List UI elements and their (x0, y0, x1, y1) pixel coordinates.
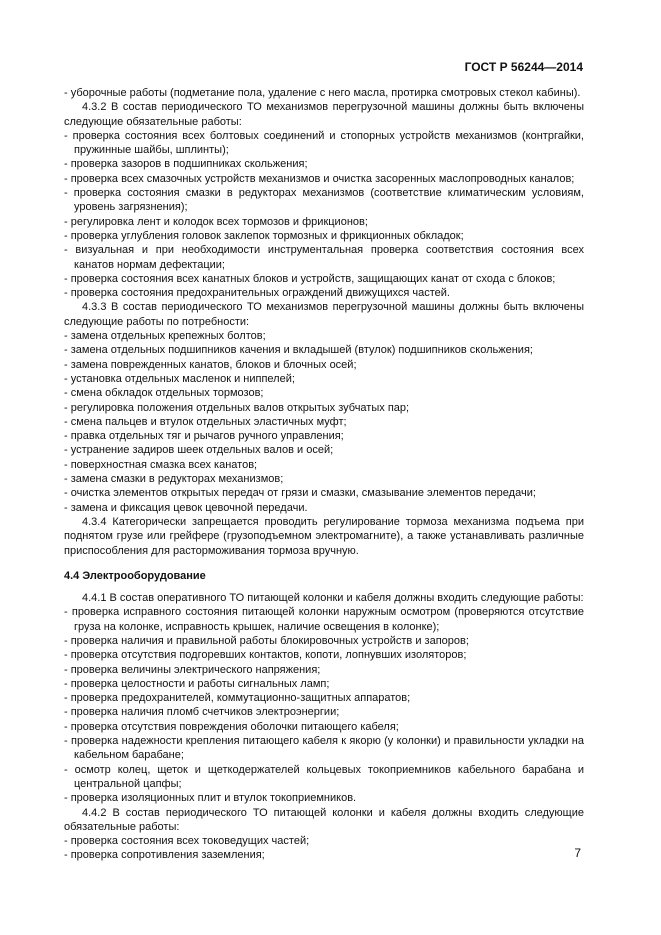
list-item: - проверка надежности крепления питающего кабеля к якорю (у колонки) и правильности укладки на кабельном барабане; (64, 735, 584, 762)
list-item: - замена отдельных крепежных болтов; (64, 330, 266, 343)
list-item: - правка отдельных тяг и рычагов ручного управления; (64, 430, 344, 443)
list-item: - проверка состояния смазки в редукторах механизмов (соответствие климатическим условиям, уровень загрязнения); (64, 187, 584, 214)
list-item: - очистка элементов открытых передач от грязи и смазки, смазывание элементов передачи; (64, 487, 536, 500)
list-item: - проверка отсутствия подгоревших контактов, копоти, лопнувших изоляторов; (64, 649, 467, 662)
list-item: - смена обкладок отдельных тормозов; (64, 387, 264, 400)
list-item: - установка отдельных масленок и ниппелей; (64, 372, 295, 385)
list-item: - проверка состояния всех болтовых соединений и стопорных устройств механизмов (контргайки, пружинные шайбы, шплинты); (64, 129, 584, 157)
list-item: - регулировка положения отдельных валов открытых зубчатых пар; (64, 401, 410, 414)
list-item: - проверка сопротивления заземления; (64, 849, 265, 862)
list-item: - проверка отсутствия повреждения оболочки питающего кабеля; (64, 720, 399, 733)
document-body (64, 86, 584, 863)
list-item: - проверка исправного состояния питающей колонки наружным осмотром (проверяются отсутствие груза на колонке, исправность крышек, наличие освещения в колонке); (64, 606, 584, 633)
paragraph: 4.3.2 В состав периодического ТО механизмов перегрузочной машины должны быть включены следующие обязательные работы: (64, 101, 584, 128)
list-item: - смена пальцев и втулок отдельных эластичных муфт; (64, 415, 347, 428)
list-item: - проверка всех смазочных устройств механизмов и очистка засоренных маслопроводных каналов; (64, 172, 575, 185)
section-heading: 4.4 Электрооборудование (64, 569, 206, 582)
list-item: - замена поврежденных канатов, блоков и блочных осей; (64, 358, 357, 371)
list-item: - устранение задиров шеек отдельных валов и осей; (64, 444, 334, 457)
list-item: - проверка предохранителей, коммутационно-защитных аппаратов; (64, 692, 411, 705)
list-item: - проверка наличия и правильной работы блокировочных устройств и запоров; (64, 634, 469, 647)
list-item: - проверка целостности и работы сигнальных ламп; (64, 677, 330, 690)
list-item: - проверка величины электрического напряжения; (64, 663, 321, 676)
paragraph: 4.4.2 В состав периодического ТО питающей колонки и кабеля должны входить следующие обязательные работы: (64, 806, 584, 833)
paragraph: 4.3.3 В состав периодического ТО механизмов перегрузочной машины должны быть включены следующие работы по потребности: (64, 301, 584, 328)
list-item: - поверхностная смазка всех канатов; (64, 458, 258, 471)
list-item: - проверка состояния всех канатных блоков и устройств, защищающих канат от схода с блоков; (64, 272, 556, 285)
list-item: - проверка наличия пломб счетчиков электроэнергии; (64, 706, 340, 719)
list-item: - регулировка лент и колодок всех тормозов и фрикционов; (64, 215, 368, 228)
page-number: 7 (574, 846, 581, 860)
list-item: - замена отдельных подшипников качения и вкладышей (втулок) подшипников скольжения; (64, 344, 533, 357)
list-item: - проверка состояния предохранительных ограждений движущихся частей. (64, 287, 450, 300)
list-item: - уборочные работы (подметание пола, удаление с него масла, протирка смотровых стекол кабины). (64, 87, 581, 99)
list-item: - проверка зазоров в подшипниках скольжения; (64, 158, 308, 171)
document-standard-number: ГОСТ Р 56244—2014 (464, 60, 583, 74)
list-item: - замена смазки в редукторах механизмов; (64, 473, 284, 486)
paragraph: 4.3.4 Категорически запрещается проводить регулирование тормоза механизма подъема при поднятом грузе или грейфере (грузоподъемном электромагните), а также устанавливать различные приспособления для расторможивания тормоза вручную. (64, 515, 584, 557)
list-item: - визуальная и при необходимости инструментальная проверка соответствия состояния всех канатов нормам дефектации; (64, 244, 584, 271)
list-item: - проверка состояния всех токоведущих частей; (64, 835, 310, 848)
list-item: - проверка углубления головок заклепок тормозных и фрикционных обкладок; (64, 229, 464, 242)
list-item: - замена и фиксация цевок цевочной передачи. (64, 501, 308, 514)
list-item: - проверка изоляционных плит и втулок токоприемников. (64, 792, 357, 805)
paragraph: 4.4.1 В состав оперативного ТО питающей колонки и кабеля должны входить следующие работы: (82, 592, 584, 605)
list-item: - осмотр колец, щеток и щеткодержателей кольцевых токоприемников кабельного барабана и центральной цапфы; (64, 763, 584, 790)
